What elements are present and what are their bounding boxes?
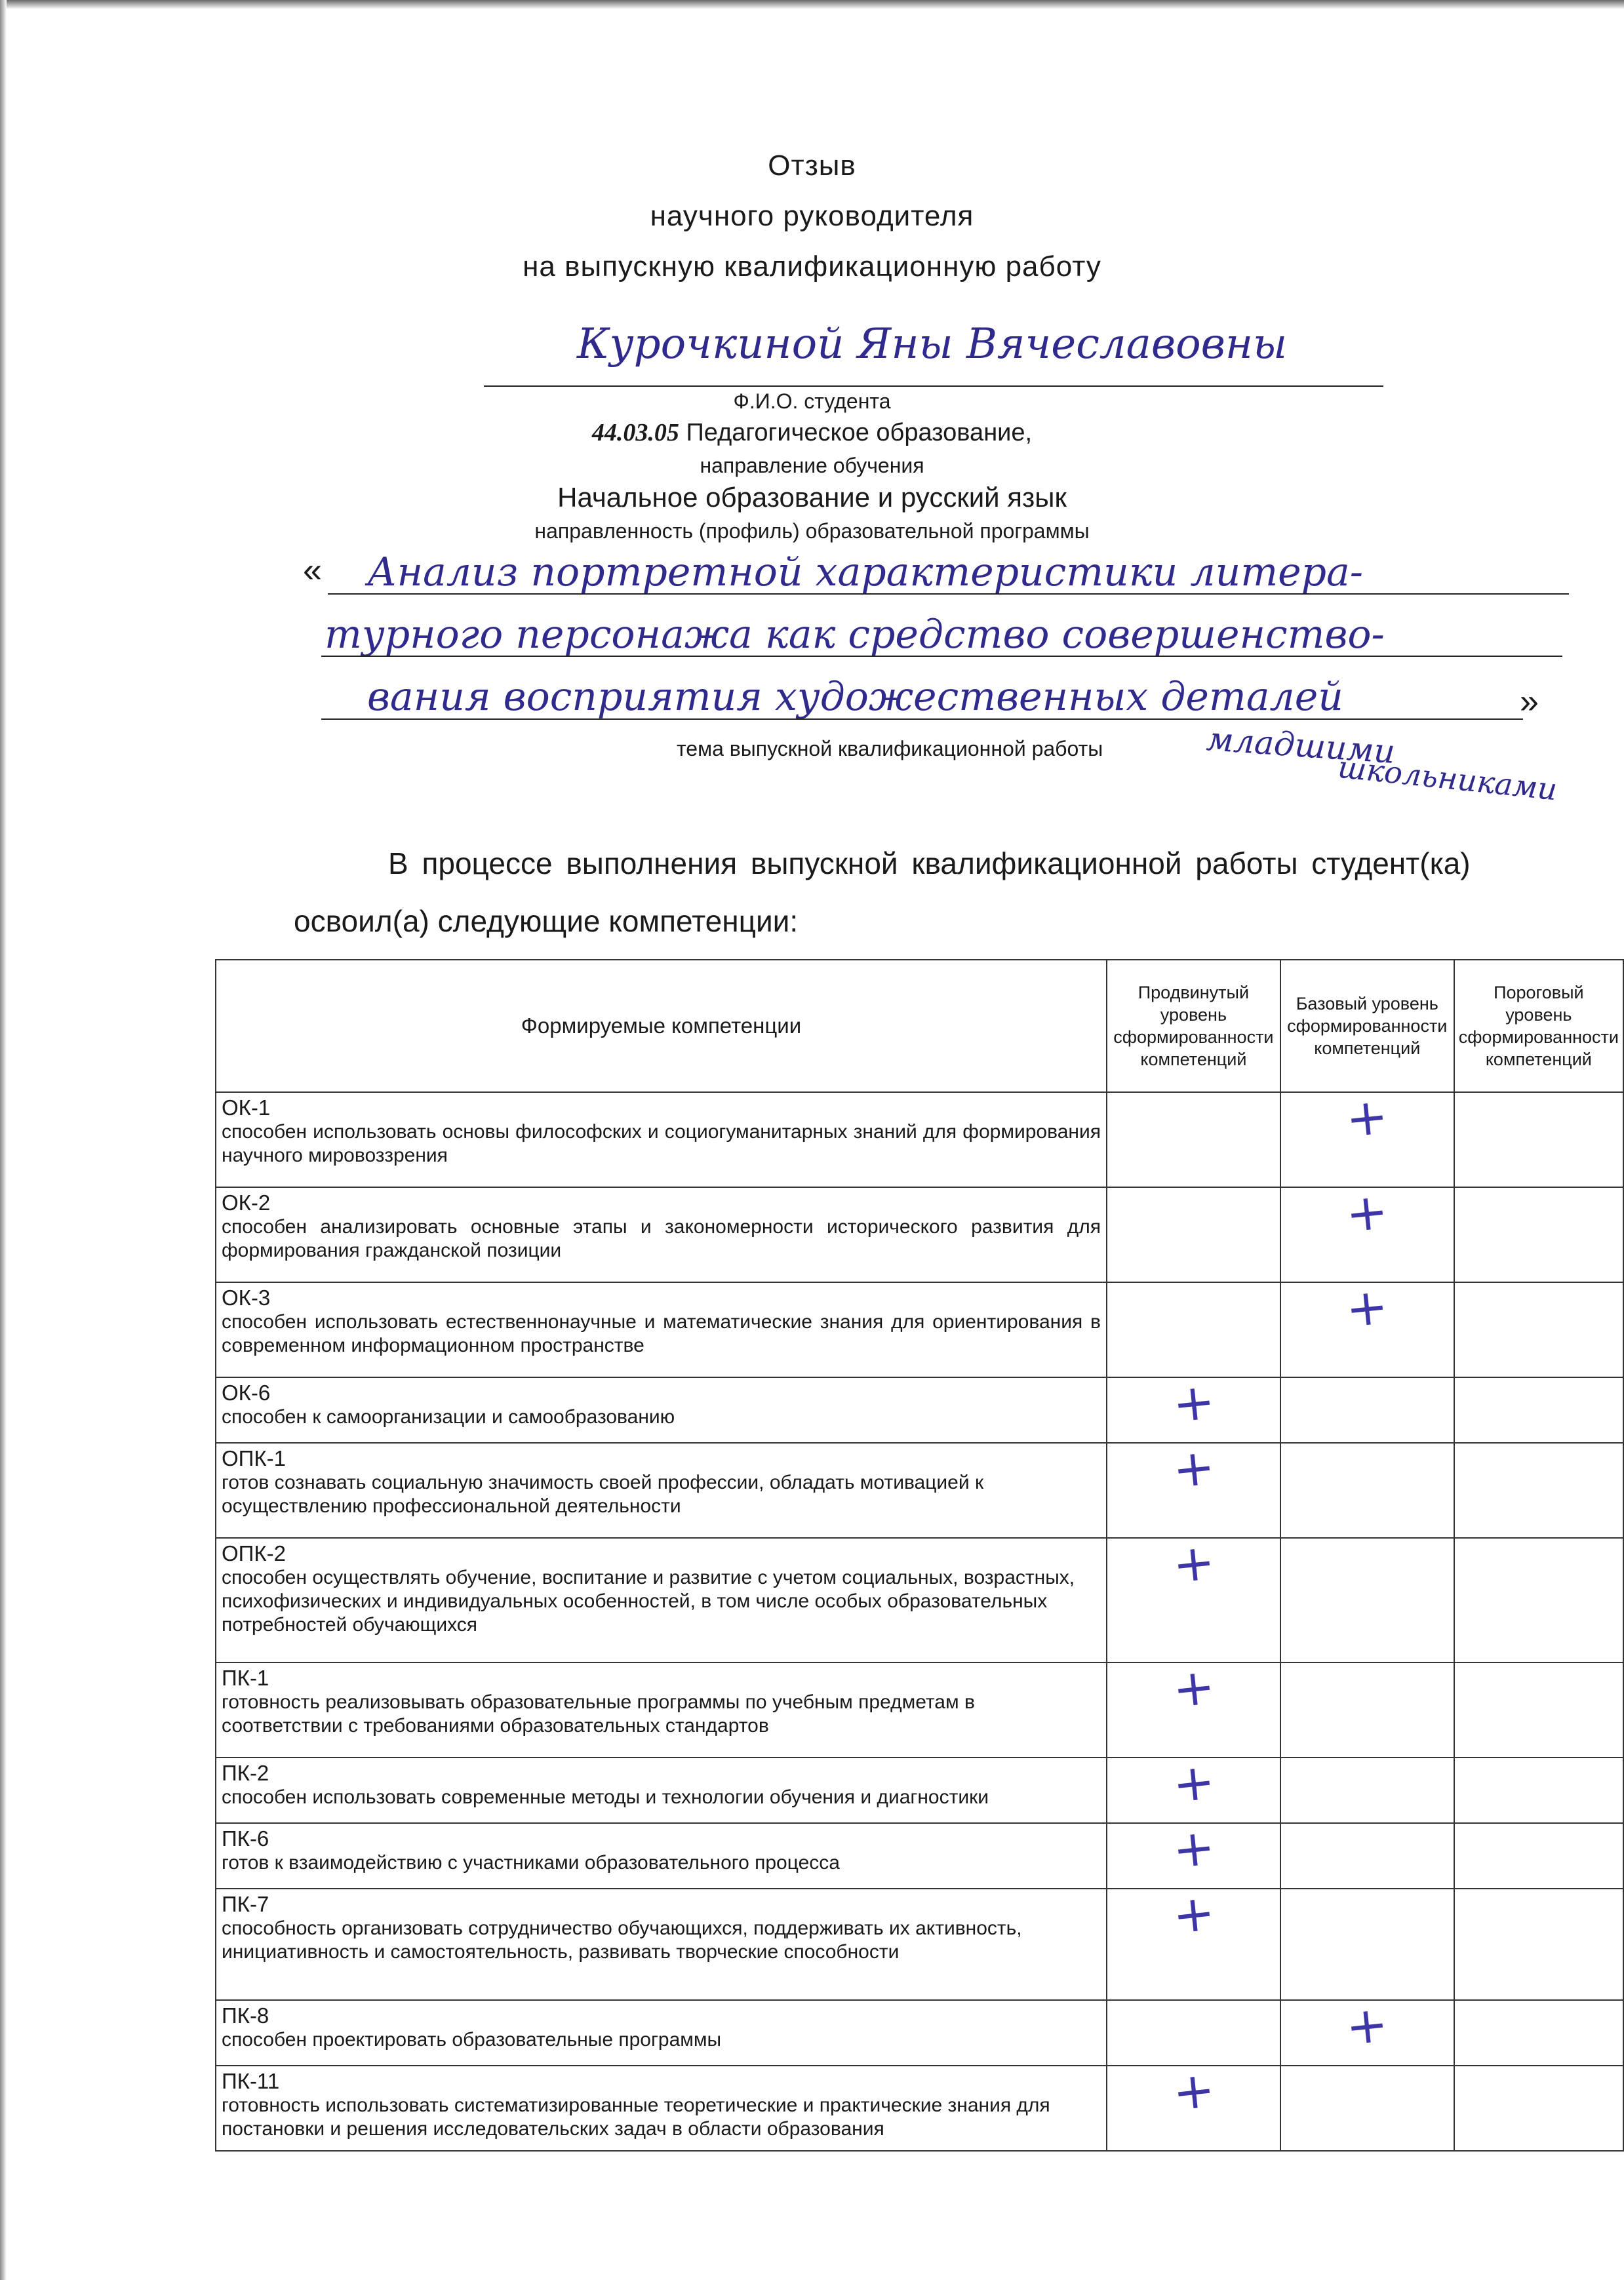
competencies-table: [215, 959, 1624, 2152]
competency-cell: [216, 1758, 1107, 1823]
level-cell: [1107, 1751, 1280, 1823]
competency-cell: [216, 1282, 1107, 1377]
table-row: [216, 2066, 1623, 2151]
level-cell: [1454, 2066, 1623, 2151]
handwritten-plus-mark: +: [1343, 1086, 1391, 1149]
handwritten-plus-mark: +: [1170, 2059, 1218, 2123]
competency-code: ПК-8: [222, 2003, 269, 2028]
competency-description: способен к самоорганизации и самообразованию: [222, 1406, 675, 1428]
competency-code: ОК-1: [222, 1095, 271, 1120]
direction-line: [0, 418, 1624, 447]
handwritten-plus-mark: +: [1170, 1436, 1218, 1500]
table-row: [216, 1538, 1623, 1662]
student-name-handwritten: Курочкиной Яны Вячеславовны: [577, 320, 1288, 368]
competency-cell: [216, 2000, 1107, 2066]
table-row: [216, 1187, 1623, 1282]
header-basic: Базовый уровень сформированности компетенций: [1280, 960, 1454, 1092]
level-cell: [1454, 1889, 1623, 2000]
competency-cell: [216, 1823, 1107, 1889]
direction-caption: направление обучения: [700, 454, 924, 477]
competency-code: ОК-3: [222, 1286, 271, 1310]
competency-code: ПК-6: [222, 1826, 269, 1851]
level-cell: [1454, 1538, 1623, 1662]
handwritten-plus-mark: +: [1343, 1994, 1391, 2057]
student-caption: Ф.И.О. студента: [733, 389, 891, 413]
handwritten-plus-mark: +: [1170, 1882, 1218, 1946]
level-cell: [1280, 1276, 1454, 1377]
direction-code: 44.03.05: [591, 419, 679, 446]
level-cell: [1280, 2066, 1454, 2151]
competency-description: способен проектировать образовательные программы: [222, 2029, 722, 2051]
handwritten-plus-mark: +: [1343, 1276, 1391, 1339]
competency-description: готовность использовать систематизированные теоретические и практические знания для постановки и решения исследовательских задач в области образования: [222, 2094, 1050, 2140]
level-cell: [1107, 1656, 1280, 1758]
table-row: [216, 1377, 1623, 1443]
handwritten-plus-mark: +: [1170, 1371, 1218, 1434]
theme-underline-1: [328, 593, 1569, 595]
table-row: [216, 1758, 1623, 1823]
table-row: [216, 1092, 1623, 1187]
competency-cell: [216, 1889, 1107, 2000]
scan-top-edge: [0, 0, 1624, 9]
competency-description: готов сознавать социальную значимость своей профессии, обладать мотивацией к осуществлению профессиональной деятельности: [222, 1472, 984, 1517]
competency-code: ОК-6: [222, 1381, 271, 1405]
competency-description: готов к взаимодействию с участниками образовательного процесса: [222, 1852, 840, 1874]
direction-name: Педагогическое образование,: [686, 419, 1033, 446]
level-cell: [1454, 1187, 1623, 1282]
competency-cell: [216, 2066, 1107, 2151]
level-cell: [1280, 1758, 1454, 1823]
theme-close-quote: »: [1520, 682, 1539, 720]
student-name-line: [484, 385, 1383, 387]
competency-cell: [216, 1377, 1107, 1443]
competency-description: способен осуществлять обучение, воспитание и развитие с учетом социальных, возрастных, психофизических и индивидуальных особенностей, в том числе особых образовательных потребностей обучающихся: [222, 1567, 1075, 1636]
level-cell: [1280, 1889, 1454, 2000]
level-cell: [1454, 1443, 1623, 1538]
table-row: [216, 1662, 1623, 1758]
table-row: [216, 1889, 1623, 2000]
competency-code: ОК-2: [222, 1190, 271, 1215]
level-cell: [1454, 1662, 1623, 1758]
level-cell: [1280, 1823, 1454, 1889]
level-cell: [1107, 1282, 1280, 1377]
theme-tail-2: школьниками: [1336, 749, 1559, 808]
level-cell: [1107, 1092, 1280, 1187]
level-cell: [1280, 1443, 1454, 1538]
header-competencies: Формируемые компетенции: [216, 960, 1107, 1092]
level-cell: [1454, 1823, 1623, 1889]
table-body: [216, 1086, 1623, 2151]
competency-cell: [216, 1662, 1107, 1758]
handwritten-plus-mark: +: [1343, 1181, 1391, 1244]
table-row: [216, 1823, 1623, 1889]
level-cell: [1107, 2000, 1280, 2066]
competency-code: ПК-2: [222, 1761, 269, 1785]
theme-line-2: турного персонажа как средство совершенство-: [325, 612, 1385, 658]
level-cell: [1454, 1758, 1623, 1823]
competency-cell: [216, 1443, 1107, 1538]
competency-cell: [216, 1538, 1107, 1662]
scan-left-edge: [0, 0, 7, 2280]
theme-tail-1: младшими: [1205, 720, 1396, 771]
header-advanced: Продвинутый уровень сформированности компетенций: [1107, 960, 1280, 1092]
intro-line-2: освоил(а) следующие компетенции:: [294, 904, 799, 938]
level-cell: [1454, 1282, 1623, 1377]
level-cell: [1454, 1092, 1623, 1187]
competency-description: способен использовать естественнонаучные и математические знания для ориентирования в современном информационном пространстве: [222, 1311, 1101, 1356]
level-cell: [1107, 2059, 1280, 2151]
competency-code: ПК-11: [222, 2069, 280, 2093]
doc-subtitle-2: на выпускную квалификационную работу: [523, 250, 1101, 283]
theme-caption: тема выпускной квалификационной работы: [677, 737, 1103, 760]
handwritten-plus-mark: +: [1170, 1531, 1218, 1595]
table-row: [216, 1443, 1623, 1538]
competency-description: способен использовать основы философских и социогуманитарных знаний для формирования научного мировоззрения: [222, 1121, 1101, 1166]
theme-open-quote: «: [303, 551, 322, 589]
level-cell: [1280, 1086, 1454, 1187]
level-cell: [1280, 1538, 1454, 1662]
theme-underline-3: [321, 718, 1523, 720]
competency-code: ОПК-1: [222, 1446, 286, 1470]
handwritten-plus-mark: +: [1170, 1817, 1218, 1880]
table-row: [216, 2000, 1623, 2066]
competency-description: способен использовать современные методы и технологии обучения и диагностики: [222, 1786, 989, 1808]
competency-code: ПК-1: [222, 1666, 269, 1690]
doc-subtitle: научного руководителя: [650, 200, 974, 232]
level-cell: [1107, 1817, 1280, 1889]
competency-cell: [216, 1187, 1107, 1282]
competency-description: способность организовать сотрудничество обучающихся, поддерживать их активность, инициативность и самостоятельность, развивать творческие способности: [222, 1917, 1022, 1963]
header-threshold: Пороговый уровень сформированности компетенций: [1454, 960, 1623, 1092]
level-cell: [1280, 1994, 1454, 2066]
profile-caption: направленность (профиль) образовательной программы: [534, 519, 1090, 543]
intro-line-1: В процессе выполнения выпускной квалификационной работы студент(ка): [388, 846, 1471, 880]
theme-line-3: вания восприятия художественных деталей: [367, 674, 1343, 720]
competency-description: готовность реализовывать образовательные программы по учебным предметам в соответствии с требованиями образовательных стандартов: [222, 1691, 975, 1737]
level-cell: [1280, 1181, 1454, 1282]
profile-name: Начальное образование и русский язык: [557, 482, 1067, 513]
level-cell: [1454, 1377, 1623, 1443]
competency-cell: [216, 1092, 1107, 1187]
level-cell: [1107, 1531, 1280, 1662]
table-header-row: [216, 960, 1623, 1092]
level-cell: [1280, 1377, 1454, 1443]
level-cell: [1107, 1187, 1280, 1282]
theme-underline-2: [321, 656, 1562, 657]
level-cell: [1454, 2000, 1623, 2066]
competency-code: ОПК-2: [222, 1541, 286, 1565]
level-cell: [1280, 1662, 1454, 1758]
competency-code: ПК-7: [222, 1892, 269, 1916]
level-cell: [1107, 1436, 1280, 1538]
table-row: [216, 1282, 1623, 1377]
level-cell: [1107, 1882, 1280, 2000]
doc-title: Отзыв: [768, 149, 856, 182]
competency-description: способен анализировать основные этапы и закономерности исторического развития для формирования гражданской позиции: [222, 1216, 1101, 1261]
level-cell: [1107, 1371, 1280, 1443]
theme-line-1: Анализ портретной характеристики литера-: [367, 549, 1364, 595]
handwritten-plus-mark: +: [1170, 1751, 1218, 1815]
handwritten-plus-mark: +: [1170, 1656, 1218, 1720]
